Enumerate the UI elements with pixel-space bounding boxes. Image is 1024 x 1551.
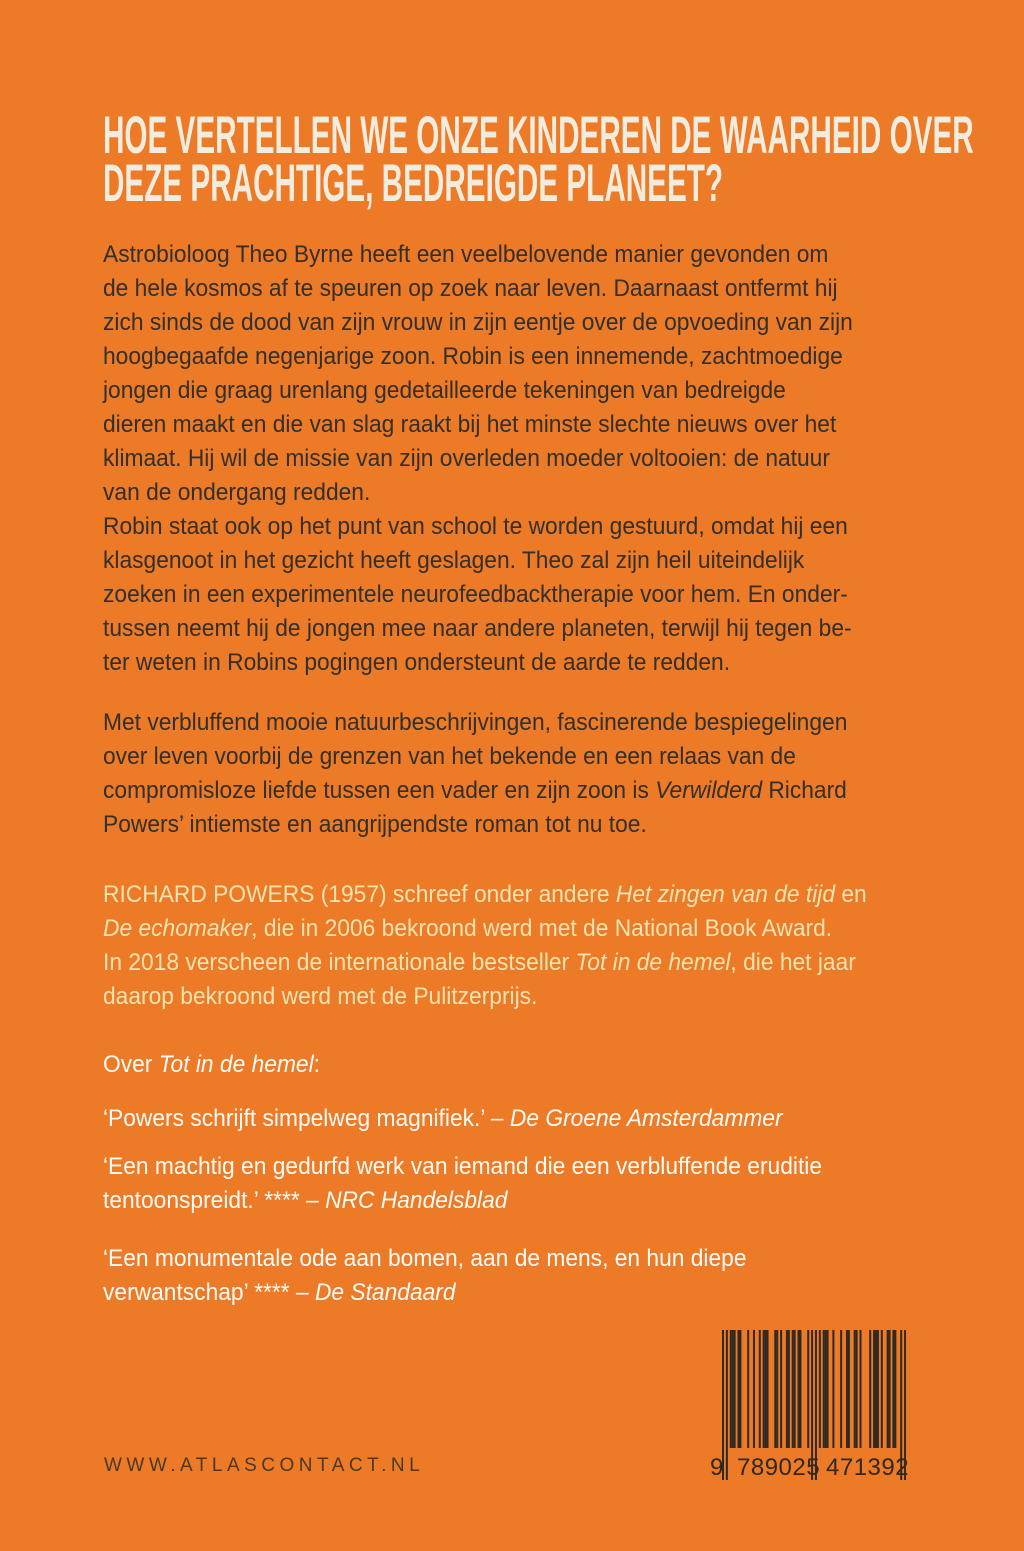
text-run: De echomaker <box>103 915 252 942</box>
text-line <box>103 1048 320 1082</box>
text-line <box>103 442 853 476</box>
text-line <box>103 272 853 306</box>
text-line <box>103 374 853 408</box>
text-line <box>103 1102 783 1136</box>
headline-line-2: DEZE PRACHTIGE, BEDREIGDE PLANEET? <box>103 154 724 213</box>
review-quote-de-standaard <box>103 1242 747 1310</box>
synopsis-paragraph-3 <box>103 706 847 842</box>
text-run: Over <box>103 1051 159 1078</box>
text-run: , die het jaar <box>730 949 856 976</box>
text-line <box>103 1184 822 1218</box>
text-run: In 2018 verscheen de internationale bestseller <box>103 949 576 976</box>
text-run: ‘Een machtig en gedurfd werk van iemand die een verbluffende eruditie <box>103 1153 823 1180</box>
text-line <box>103 646 852 680</box>
text-run: : <box>313 1051 321 1078</box>
text-line <box>103 476 853 510</box>
text-line <box>103 1276 747 1310</box>
text-run: klasgenoot in het gezicht heeft geslagen. Theo zal zijn heil uiteindelijk <box>103 547 805 574</box>
text-run: tentoonspreidt.’ **** – <box>103 1187 326 1214</box>
text-line <box>103 980 867 1014</box>
isbn-right-group: 471392 <box>826 1454 910 1481</box>
text-run: zoeken in een experimentele neurofeedbacktherapie voor hem. En onder- <box>103 581 848 608</box>
text-line <box>103 612 852 646</box>
text-run: compromisloze liefde tussen een vader en zijn zoon is <box>103 777 656 804</box>
text-line <box>103 706 847 740</box>
text-run: Powers’ intiemste en aangrijpendste roman tot nu toe. <box>103 811 647 838</box>
text-run: RICHARD POWERS (1957) schreef onder andere <box>103 881 616 908</box>
text-run: zich sinds de dood van zijn vrouw in zijn eentje over de opvoeding van zijn <box>103 309 853 336</box>
text-line <box>103 306 853 340</box>
text-line <box>103 340 853 374</box>
text-line <box>103 946 867 980</box>
isbn-left-group: 789025 <box>737 1454 821 1481</box>
synopsis-paragraph-2 <box>103 510 852 680</box>
text-run: verwantschap’ **** – <box>103 1279 315 1306</box>
text-run: Astrobioloog Theo Byrne heeft een veelbelovende manier gevonden om <box>103 241 829 268</box>
text-run: en <box>834 881 867 908</box>
text-line <box>103 238 853 272</box>
review-quote-groene-amsterdammer <box>103 1102 783 1136</box>
text-run: dieren maakt en die van slag raakt bij het minste slechte nieuws over het <box>103 411 837 438</box>
text-run: hoogbegaafde negenjarige zoon. Robin is een innemende, zachtmoedige <box>103 343 843 370</box>
text-line <box>103 544 852 578</box>
text-run: ter weten in Robins pogingen ondersteunt de aarde te redden. <box>103 649 731 676</box>
text-line <box>103 878 867 912</box>
text-run: tussen neemt hij de jongen mee naar andere planeten, terwijl hij tegen be- <box>103 615 852 642</box>
text-line <box>103 1242 747 1276</box>
text-run: over leven voorbij de grenzen van het bekende en een relaas van de <box>103 743 796 770</box>
author-bio <box>103 878 867 1014</box>
text-line <box>103 510 852 544</box>
text-run: ‘Powers schrijft simpelweg magnifiek.’ – <box>103 1105 510 1132</box>
isbn-lead-digit: 9 <box>710 1454 724 1481</box>
text-run: klimaat. Hij wil de missie van zijn overleden moeder voltooien: de natuur <box>103 445 830 472</box>
text-run: De Standaard <box>314 1279 456 1306</box>
text-run: van de ondergang redden. <box>103 479 371 506</box>
synopsis-paragraph-1 <box>103 238 853 510</box>
text-run: Verwilderd <box>655 777 763 804</box>
isbn-digits <box>710 1454 910 1480</box>
text-line <box>103 912 867 946</box>
text-run: , die in 2006 bekroond werd met de National Book Award. <box>251 915 833 942</box>
text-run: Het zingen van de tijd <box>615 881 835 908</box>
text-run: ‘Een monumentale ode aan bomen, aan de mens, en hun diepe <box>103 1245 747 1272</box>
text-run: Tot in de hemel <box>575 949 731 976</box>
text-run: Met verbluffend mooie natuurbeschrijvingen, fascinerende bespiegelingen <box>103 709 848 736</box>
reviews-heading <box>103 1048 320 1082</box>
text-run: de hele kosmos af te speuren op zoek naar leven. Daarnaast ontfermt hij <box>103 275 838 302</box>
text-line <box>103 808 847 842</box>
text-run: Tot in de hemel <box>158 1051 314 1078</box>
text-run: jongen die graag urenlang gedetailleerde tekeningen van bedreigde <box>103 377 786 404</box>
publisher-website: WWW.ATLASCONTACT.NL <box>104 1455 425 1476</box>
text-line <box>103 740 847 774</box>
text-run: daarop bekroond werd met de Pulitzerprijs. <box>103 983 538 1010</box>
text-line <box>103 774 847 808</box>
text-run: De Groene Amsterdammer <box>509 1105 783 1132</box>
text-line <box>103 408 853 442</box>
barcode <box>710 1330 910 1485</box>
text-line <box>103 578 852 612</box>
headline <box>103 106 1024 213</box>
review-quote-nrc-handelsblad <box>103 1150 822 1218</box>
text-run: Richard <box>762 777 847 804</box>
headline-line-1: HOE VERTELLEN WE ONZE KINDEREN DE WAARHEID OVER <box>103 106 974 165</box>
text-run: Robin staat ook op het punt van school te worden gestuurd, omdat hij een <box>103 513 848 540</box>
text-line <box>103 1150 822 1184</box>
text-run: NRC Handelsblad <box>325 1187 508 1214</box>
